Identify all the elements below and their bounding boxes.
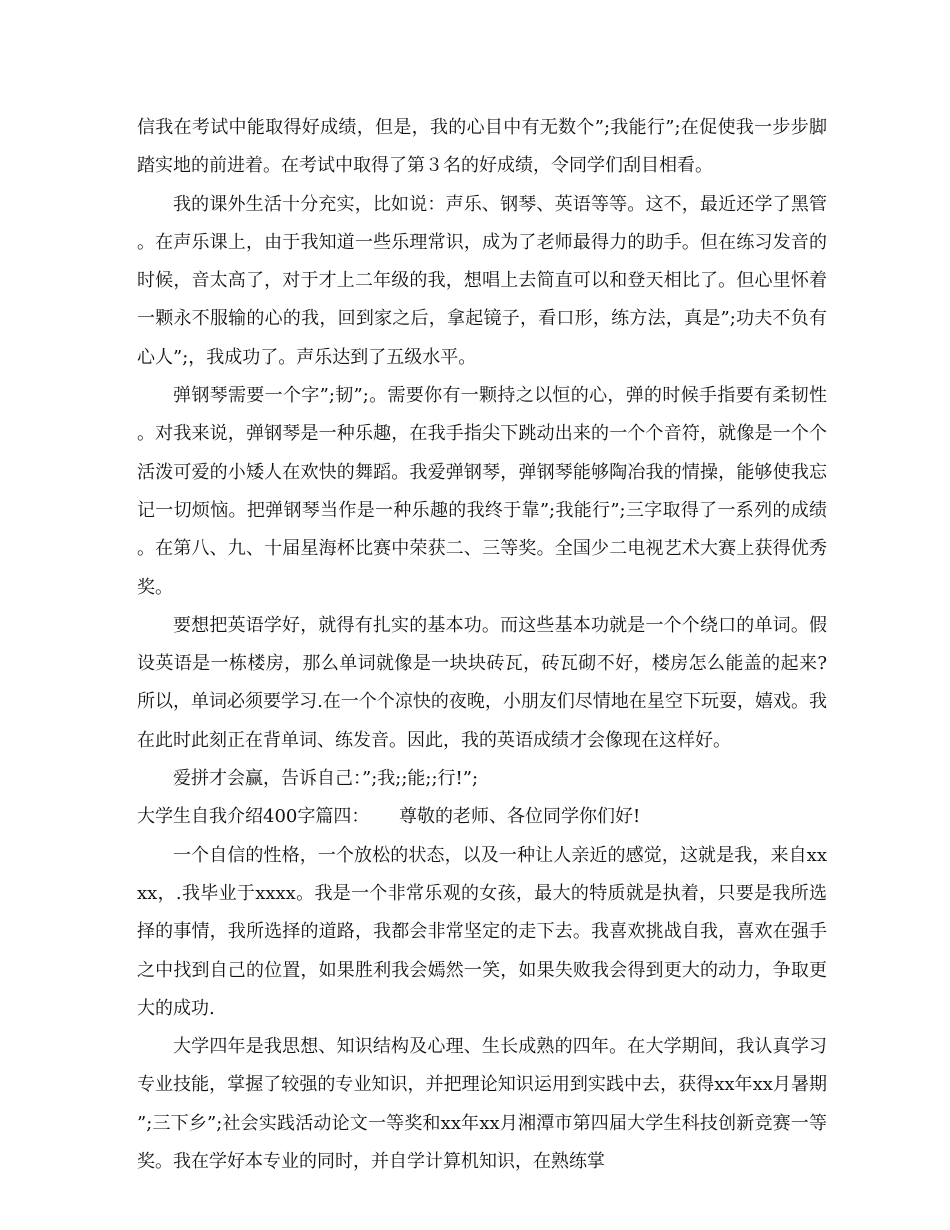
section-heading [137, 798, 827, 836]
paragraph: 要想把英语学好，就得有扎实的基本功。而这些基本功就是一个个绕口的单词。假设英语是一栋楼房，那么单词就像是一块块砖瓦，砖瓦砌不好，楼房怎么能盖的起来?所以，单词必须要学习.在一个个凉快的夜晚，小朋友们尽情地在星空下玩耍，嬉戏。我在此时此刻正在背单词、练发音。因此，我的英语成绩才会像现在这样好。 [137, 614, 827, 751]
paragraph: 大学四年是我思想、知识结构及心理、生长成熟的四年。在大学期间，我认真学习专业技能，掌握了较强的专业知识，并把理论知识运用到实践中去，获得xx年xx月暑期”;三下乡”;社会实践活动论文一等奖和xx年xx月湘潭市第四届大学生科技创新竞赛一等奖。我在学好本专业的同时，并自学计算机知识，在熟练掌 [137, 1036, 827, 1173]
section-title: 大学生自我介绍400字篇四： [137, 806, 370, 828]
greeting-text: 尊敬的老师、各位同学你们好! [399, 806, 641, 828]
paragraph: 爱拼才会赢，告诉自己：”;我;;能;;行!”; [173, 768, 479, 790]
paragraph: 一个自信的性格，一个放松的状态，以及一种让人亲近的感觉，这就是我，来自xxxx，.我毕业于xxxx。我是一个非常乐观的女孩，最大的特质就是执着，只要是我所选择的事情，我所选择的道路，我都会非常坚定的走下去。我喜欢挑战自我，喜欢在强手之中找到自己的位置，如果胜利我会嫣然一笑，如果失败我会得到更大的动力，争取更大的成功. [137, 844, 827, 1019]
paragraph: 弹钢琴需要一个字”;韧”;。需要你有一颗持之以恒的心，弹的时候手指要有柔韧性。对我来说，弹钢琴是一种乐趣，在我手指尖下跳动出来的一个个音符，就像是一个个活泼可爱的小矮人在欢快的舞蹈。我爱弹钢琴，弹钢琴能够陶冶我的情操，能够使我忘记一切烦恼。把弹钢琴当作是一种乐趣的我终于靠”;我能行”;三字取得了一系列的成绩。在第八、九、十届星海杯比赛中荣获二、三等奖。全国少二电视艺术大赛上获得优秀奖。 [137, 385, 827, 598]
document-body [137, 109, 827, 1181]
paragraph: 我的课外生活十分充实，比如说：声乐、钢琴、英语等等。这不，最近还学了黑管。在声乐课上，由于我知道一些乐理常识，成为了老师最得力的助手。但在练习发音的时候，音太高了，对于才上二年级的我，想唱上去简直可以和登天相比了。但心里怀着一颗永不服输的心的我，回到家之后，拿起镜子，看口形，练方法，真是”;功夫不负有心人”;，我成功了。声乐达到了五级水平。 [137, 193, 827, 368]
paragraph: 信我在考试中能取得好成绩，但是，我的心目中有无数个”;我能行”;在促使我一步步脚踏实地的前进着。在考试中取得了第３名的好成绩，令同学们刮目相看。 [137, 117, 827, 177]
